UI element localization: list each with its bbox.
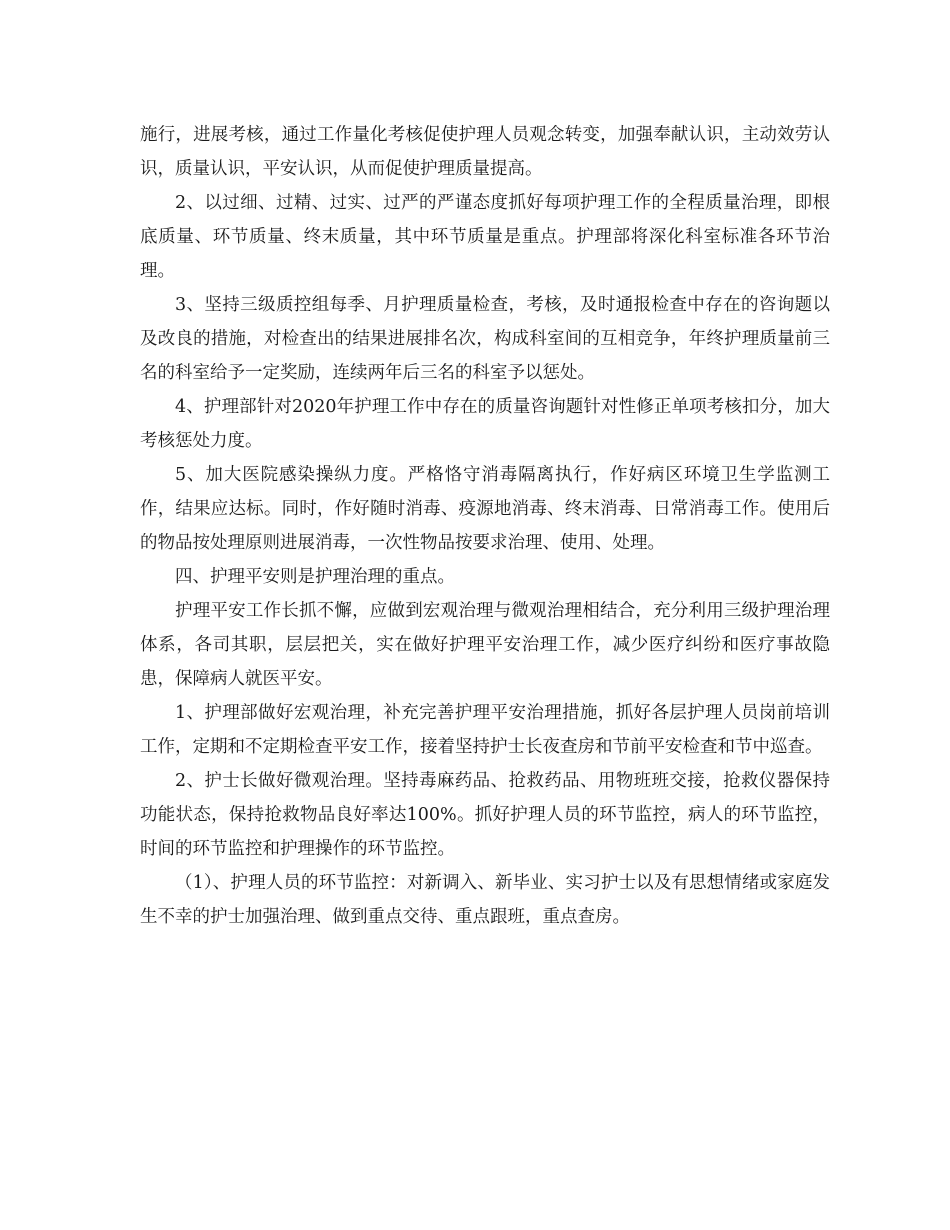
paragraph-9: 2、护士长做好微观治理。坚持毒麻药品、抢救药品、用物班班交接，抢救仪器保持功能状态，保持抢救物品良好率达100%。抓好护理人员的环节监控，病人的环节监控，时间的环节监控和护理操作的环节监控。 bbox=[140, 771, 830, 859]
paragraph-5: 5、加大医院感染操纵力度。严格恪守消毒隔离执行，作好病区环境卫生学监测工作，结果应达标。同时，作好随时消毒、疫源地消毒、终末消毒、日常消毒工作。使用后的物品按处理原则进展消毒，一次性物品按要求治理、使用、处理。 bbox=[140, 465, 830, 553]
paragraph-10: （1）、护理人员的环节监控：对新调入、新毕业、实习护士以及有思想情绪或家庭发生不幸的护士加强治理、做到重点交待、重点跟班，重点查房。 bbox=[140, 873, 830, 927]
paragraph-1: 施行，进展考核，通过工作量化考核促使护理人员观念转变，加强奉献认识，主动效劳认识，质量认识，平安认识，从而促使护理质量提高。 bbox=[140, 125, 830, 179]
paragraph-2: 2、以过细、过精、过实、过严的严谨态度抓好每项护理工作的全程质量治理，即根底质量、环节质量、终末质量，其中环节质量是重点。护理部将深化科室标准各环节治理。 bbox=[140, 193, 830, 281]
section-heading-4: 四、护理平安则是护理治理的重点。 bbox=[175, 567, 455, 587]
document-body bbox=[140, 118, 830, 934]
paragraph-3: 3、坚持三级质控组每季、月护理质量检查，考核，及时通报检查中存在的咨询题以及改良的措施，对检查出的结果进展排名次，构成科室间的互相竞争，年终护理质量前三名的科室给予一定奖励，连续两年后三名的科室予以惩处。 bbox=[140, 295, 830, 383]
paragraph-4: 4、护理部针对2020年护理工作中存在的质量咨询题针对性修正单项考核扣分，加大考核惩处力度。 bbox=[140, 397, 830, 451]
paragraph-8: 1、护理部做好宏观治理，补充完善护理平安治理措施，抓好各层护理人员岗前培训工作，定期和不定期检查平安工作，接着坚持护士长夜查房和节前平安检查和节中巡查。 bbox=[140, 703, 830, 757]
paragraph-7: 护理平安工作长抓不懈，应做到宏观治理与微观治理相结合，充分利用三级护理治理体系，各司其职，层层把关，实在做好护理平安治理工作，减少医疗纠纷和医疗事故隐患，保障病人就医平安。 bbox=[140, 601, 830, 689]
